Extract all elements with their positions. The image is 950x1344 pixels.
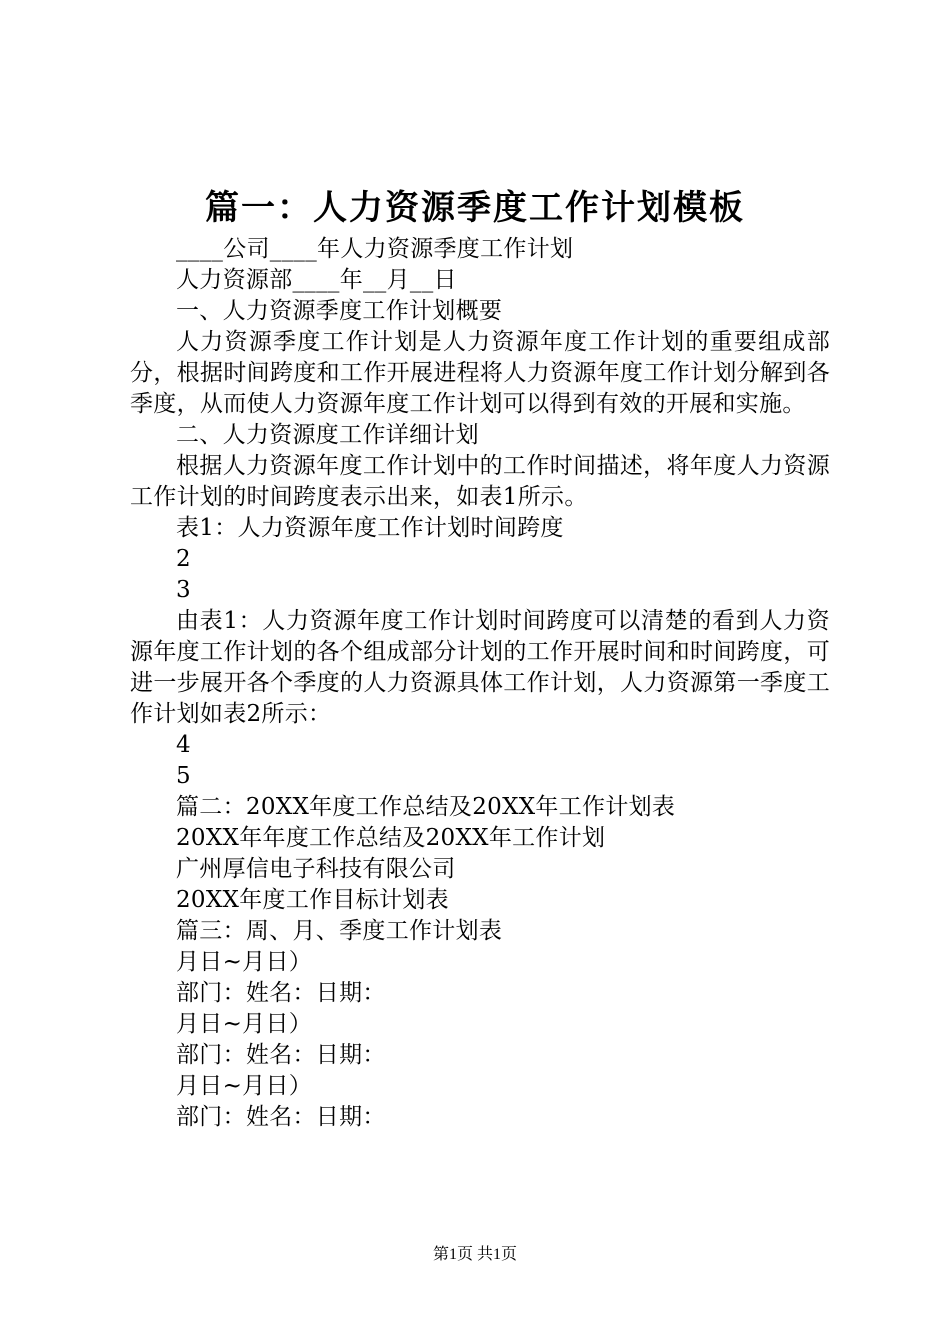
department-date-line: 人力资源部____年__月__日	[176, 267, 457, 293]
annual-summary-line: 20XX年年度工作总结及20XX年工作计划	[176, 825, 606, 851]
date-range-line: 月日~月日）	[176, 1073, 313, 1099]
form-fields-line: 部门：姓名：日期：	[176, 1042, 386, 1068]
company-plan-heading: ____公司____年人力资源季度工作计划	[176, 236, 574, 262]
form-fields-line: 部门：姓名：日期：	[176, 1104, 386, 1130]
list-item: 2	[176, 546, 191, 572]
detail-paragraph: 根据人力资源年度工作计划中的工作时间描述，将年度人力资源工作计划的时间跨度表示出来，如表1所示。	[130, 453, 830, 510]
list-item: 3	[176, 577, 191, 603]
date-range-line: 月日~月日）	[176, 1011, 313, 1037]
table-caption: 表1：人力资源年度工作计划时间跨度	[176, 515, 564, 541]
page-number-footer: 第1页 共1页	[432, 1246, 517, 1263]
date-range-line: 月日~月日）	[176, 949, 313, 975]
company-name-line: 广州厚信电子科技有限公司	[176, 856, 456, 882]
part-two-heading: 篇二：20XX年度工作总结及20XX年工作计划表	[176, 794, 676, 820]
table-explanation-paragraph: 由表1：人力资源年度工作计划时间跨度可以清楚的看到人力资源年度工作计划的各个组成部分计划的工作开展时间和时间跨度，可进一步展开各个季度的人力资源具体工作计划，人力资源第一季度工作计划如表2所示：	[130, 608, 830, 727]
goal-table-line: 20XX年度工作目标计划表	[176, 887, 449, 913]
list-item: 4	[176, 732, 191, 758]
form-fields-line: 部门：姓名：日期：	[176, 980, 386, 1006]
overview-paragraph: 人力资源季度工作计划是人力资源年度工作计划的重要组成部分，根据时间跨度和工作开展进程将人力资源年度工作计划分解到各季度，从而使人力资源年度工作计划可以得到有效的开展和实施。	[130, 329, 830, 417]
document-title: 篇一：人力资源季度工作计划模板	[205, 188, 745, 228]
list-item: 5	[176, 763, 191, 789]
part-three-heading: 篇三：周、月、季度工作计划表	[176, 918, 503, 944]
document-body	[130, 234, 830, 1133]
section-heading-detail: 二、人力资源度工作详细计划	[176, 422, 479, 448]
section-heading-overview: 一、人力资源季度工作计划概要	[176, 298, 503, 324]
